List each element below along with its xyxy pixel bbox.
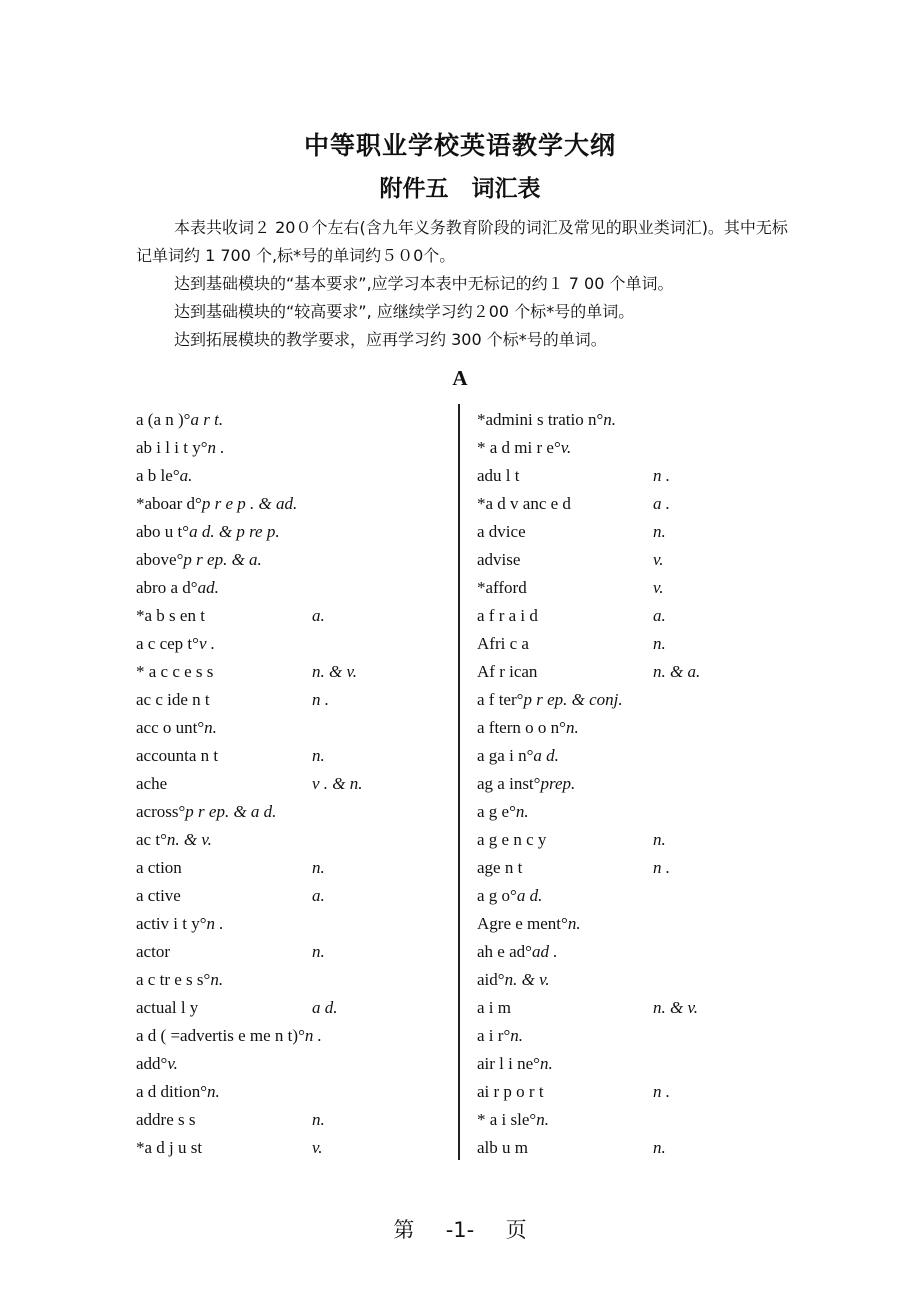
vocab-entry — [136, 1078, 322, 1106]
vocab-word: accounta n t — [136, 746, 219, 765]
separator-mark: ° — [200, 1082, 208, 1101]
vocab-entry — [477, 1134, 666, 1162]
vocab-word: a g e n c y — [477, 830, 547, 849]
vocab-entry — [477, 938, 623, 966]
vocab-word: a d dition — [136, 1082, 201, 1101]
part-of-speech: n. — [539, 1054, 553, 1073]
vocab-word: Af r ican — [477, 662, 538, 681]
separator-mark: ° — [525, 942, 532, 961]
left-column — [136, 406, 363, 1162]
separator-mark: ° — [596, 410, 604, 429]
part-of-speech: v. — [653, 578, 664, 597]
part-of-speech: n. — [653, 522, 666, 541]
page-title: 中等职业学校英语教学大纲 — [303, 131, 616, 160]
vocab-word: a f r a i d — [477, 606, 538, 625]
vocab-word: above — [136, 550, 177, 569]
vocab-word: a ctive — [136, 886, 181, 905]
part-of-speech: v. — [560, 438, 572, 457]
separator-mark: ° — [533, 774, 541, 793]
vocab-word: air l i ne — [477, 1054, 534, 1073]
part-of-speech: n. — [603, 410, 617, 429]
vocab-entry — [477, 770, 623, 798]
separator-mark: ° — [529, 1110, 537, 1129]
vocab-word: a f ter — [477, 690, 517, 709]
vocab-entry — [477, 826, 666, 854]
part-of-speech: n. — [312, 746, 325, 765]
vocab-word: *a d j u st — [136, 1138, 203, 1157]
vocab-entry — [136, 798, 322, 826]
part-of-speech: n. & v. — [312, 662, 358, 681]
part-of-speech: v. — [167, 1054, 178, 1073]
vocab-entry — [136, 742, 325, 770]
vocab-word: abo u t — [136, 522, 183, 541]
vocab-word: ache — [136, 774, 168, 793]
part-of-speech: a. — [312, 886, 325, 905]
intro-text — [136, 214, 790, 354]
page-subtitle: 附件五 词汇表 — [379, 176, 541, 202]
separator-mark: ° — [160, 830, 167, 849]
vocab-word: ai r p o r t — [477, 1082, 544, 1101]
separator-mark: ° — [195, 494, 202, 513]
vocab-entry — [136, 882, 325, 910]
part-of-speech: a. — [312, 606, 325, 625]
vocab-word: a b le — [136, 466, 173, 485]
vocab-entry — [136, 770, 363, 798]
vocab-entry — [136, 1050, 322, 1078]
vocab-word: a ftern o o n — [477, 718, 560, 737]
part-of-speech: n. — [510, 1026, 523, 1045]
part-of-speech: prep. — [540, 774, 576, 793]
vocab-entry — [136, 966, 322, 994]
part-of-speech: v . — [198, 634, 216, 653]
vocab-entry — [477, 686, 623, 714]
vocab-word: alb u m — [477, 1138, 528, 1157]
part-of-speech: v. — [312, 1138, 323, 1157]
part-of-speech: n. — [515, 802, 529, 821]
separator-mark: ° — [172, 466, 180, 485]
separator-mark: ° — [509, 802, 516, 821]
vocab-word: adu l t — [477, 466, 520, 485]
separator-mark: ° — [190, 578, 198, 597]
part-of-speech: n . — [653, 466, 670, 485]
vocab-entry — [136, 854, 325, 882]
part-of-speech: a d. — [312, 998, 338, 1017]
footer-suffix: 页 — [505, 1218, 527, 1242]
vocab-word: a i r — [477, 1026, 504, 1045]
vocab-entry — [477, 1022, 623, 1050]
part-of-speech: n. & a. — [653, 662, 701, 681]
intro-paragraph: 达到基础模块的“基本要求”,应学习本表中无标记的约１ 7 00 个单词。 — [174, 274, 674, 293]
vocab-entry — [136, 1134, 322, 1162]
part-of-speech: n. — [653, 634, 666, 653]
vocab-entry — [136, 574, 322, 602]
part-of-speech: v. — [653, 550, 664, 569]
vocab-entry — [477, 574, 664, 602]
vocab-entry — [136, 434, 322, 462]
vocab-word: actor — [136, 942, 170, 961]
vocab-word: a g e — [477, 802, 510, 821]
right-column — [477, 406, 701, 1162]
part-of-speech: p r ep. & conj. — [523, 690, 623, 709]
separator-mark: ° — [203, 970, 211, 989]
separator-mark: ° — [526, 746, 534, 765]
vocab-entry — [136, 994, 338, 1022]
vocab-entry — [477, 518, 666, 546]
separator-mark: ° — [192, 634, 199, 653]
vocab-word: a ction — [136, 858, 182, 877]
part-of-speech: a d. & p re p. — [189, 522, 280, 541]
part-of-speech: n. — [312, 858, 325, 877]
vocab-word: a g o — [477, 886, 511, 905]
vocab-word: Agre e ment — [477, 914, 562, 933]
part-of-speech: n. — [567, 914, 581, 933]
vocab-word: a dvice — [477, 522, 526, 541]
part-of-speech: n. & v. — [166, 830, 212, 849]
vocab-word: aid — [477, 970, 498, 989]
vocab-entry — [136, 490, 322, 518]
separator-mark: ° — [298, 1026, 305, 1045]
part-of-speech: ad . — [531, 942, 558, 961]
part-of-speech: n. — [312, 1110, 325, 1129]
separator-mark: ° — [197, 718, 205, 737]
vocab-entry — [477, 742, 623, 770]
vocab-word: acc o unt — [136, 718, 198, 737]
vocab-word: ah e ad — [477, 942, 526, 961]
part-of-speech: n. & v. — [504, 970, 550, 989]
section-letter: A — [452, 366, 468, 390]
separator-mark: ° — [503, 1026, 511, 1045]
part-of-speech: a d. — [533, 746, 559, 765]
part-of-speech: n . — [653, 1082, 670, 1101]
column-divider — [458, 404, 460, 1160]
part-of-speech: p r ep. & a d. — [185, 802, 277, 821]
vocab-entry — [136, 546, 322, 574]
separator-mark: ° — [200, 438, 208, 457]
vocab-word: *admini s tratio n — [477, 410, 597, 429]
part-of-speech: n . — [207, 438, 225, 457]
vocab-word: a (a n ) — [136, 410, 184, 429]
separator-mark: ° — [559, 718, 566, 737]
separator-mark: ° — [516, 690, 524, 709]
vocab-entry — [136, 462, 322, 490]
vocab-entry — [477, 854, 670, 882]
vocab-entry — [136, 630, 322, 658]
vocab-entry — [477, 910, 623, 938]
vocab-entry — [136, 406, 322, 434]
vocab-word: * a d mi r e — [477, 438, 554, 457]
vocab-entry — [477, 462, 670, 490]
part-of-speech: n. & v. — [653, 998, 699, 1017]
vocab-entry — [477, 490, 670, 518]
vocab-word: ac t — [136, 830, 161, 849]
part-of-speech: p r ep. & a. — [183, 550, 262, 569]
part-of-speech: p r e p . & ad. — [201, 494, 298, 513]
vocab-entry — [136, 518, 322, 546]
vocab-entry — [136, 714, 322, 742]
part-of-speech: a d. — [516, 886, 543, 905]
vocab-entry — [136, 938, 325, 966]
vocab-entry — [477, 798, 623, 826]
vocab-entry — [136, 686, 329, 714]
vocab-word: activ i t y — [136, 914, 200, 933]
page-footer — [0, 1214, 920, 1244]
separator-mark: ° — [178, 802, 186, 821]
separator-mark: ° — [561, 914, 568, 933]
vocab-word: addre s s — [136, 1110, 196, 1129]
part-of-speech: n . — [206, 914, 224, 933]
vocab-entry — [477, 434, 623, 462]
part-of-speech: n. — [653, 1138, 666, 1157]
vocab-word: add — [136, 1054, 161, 1073]
vocab-entry — [477, 658, 701, 686]
separator-mark: ° — [510, 886, 517, 905]
vocab-entry — [477, 1078, 670, 1106]
vocab-word: age n t — [477, 858, 523, 877]
vocab-entry — [477, 1050, 623, 1078]
intro-paragraph: 达到基础模块的“较高要求”, 应继续学习约２00 个标*号的单词。 — [174, 302, 635, 321]
vocab-entry — [136, 658, 358, 686]
vocab-entry — [477, 714, 623, 742]
intro-paragraph: 本表共收词２ 20０个左右(含九年义务教育阶段的词汇及常见的职业类词汇)。其中无标记单词约 1 700 个,标*号的单词约５０0个。 — [136, 218, 788, 265]
vocab-entry — [477, 630, 666, 658]
vocab-entry — [477, 602, 666, 630]
vocab-entry — [477, 406, 623, 434]
vocab-entry — [477, 966, 623, 994]
intro-paragraph: 达到拓展模块的教学要求，应再学习约 300 个标*号的单词。 — [174, 330, 607, 349]
footer-prefix: 第 — [393, 1218, 415, 1242]
part-of-speech: v . & n. — [312, 774, 363, 793]
vocab-word: a d ( =advertis e me n t) — [136, 1026, 299, 1045]
separator-mark: ° — [182, 522, 190, 541]
part-of-speech: a . — [653, 494, 670, 513]
vocab-word: ag a inst — [477, 774, 534, 793]
part-of-speech: n. — [565, 718, 579, 737]
vocab-entry — [477, 546, 664, 574]
separator-mark: ° — [176, 550, 184, 569]
vocab-entry — [136, 910, 322, 938]
part-of-speech: ad. — [197, 578, 219, 597]
vocab-entry — [136, 1022, 322, 1050]
vocab-word: Afri c a — [477, 634, 529, 653]
separator-mark: ° — [160, 1054, 168, 1073]
vocab-entry — [136, 602, 325, 630]
vocab-entry — [136, 1106, 325, 1134]
part-of-speech: a r t. — [190, 410, 224, 429]
vocab-word: advise — [477, 550, 521, 569]
separator-mark: ° — [553, 438, 561, 457]
vocab-word: *a b s en t — [136, 606, 205, 625]
part-of-speech: n. — [653, 830, 666, 849]
separator-mark: ° — [199, 914, 207, 933]
part-of-speech: a. — [179, 466, 193, 485]
part-of-speech: n . — [653, 858, 670, 877]
vocab-word: * a c c e s s — [136, 662, 214, 681]
part-of-speech: n . — [312, 690, 329, 709]
vocab-word: a i m — [477, 998, 511, 1017]
vocab-entry — [477, 1106, 623, 1134]
part-of-speech: n . — [304, 1026, 322, 1045]
part-of-speech: a. — [653, 606, 666, 625]
vocab-word: across — [136, 802, 179, 821]
part-of-speech: n. — [210, 970, 224, 989]
separator-mark: ° — [497, 970, 505, 989]
vocab-word: abro a d — [136, 578, 191, 597]
vocab-entry — [477, 994, 699, 1022]
vocab-word: * a i sle — [477, 1110, 530, 1129]
vocab-word: ab i l i t y — [136, 438, 201, 457]
vocab-word: *a d v anc e d — [477, 494, 571, 513]
part-of-speech: n. — [204, 718, 217, 737]
vocab-entry — [477, 882, 623, 910]
vocab-word: *afford — [477, 578, 527, 597]
separator-mark: ° — [183, 410, 191, 429]
vocab-word: a ga i n — [477, 746, 527, 765]
vocab-word: ac c ide n t — [136, 690, 210, 709]
page-number: -1- — [445, 1218, 475, 1242]
vocab-word: actual l y — [136, 998, 199, 1017]
part-of-speech: n. — [536, 1110, 549, 1129]
vocab-word: a c cep t — [136, 634, 193, 653]
part-of-speech: n. — [312, 942, 325, 961]
vocab-word: a c tr e s s — [136, 970, 204, 989]
part-of-speech: n. — [207, 1082, 220, 1101]
vocab-entry — [136, 826, 322, 854]
separator-mark: ° — [533, 1054, 540, 1073]
vocab-word: *aboar d — [136, 494, 196, 513]
